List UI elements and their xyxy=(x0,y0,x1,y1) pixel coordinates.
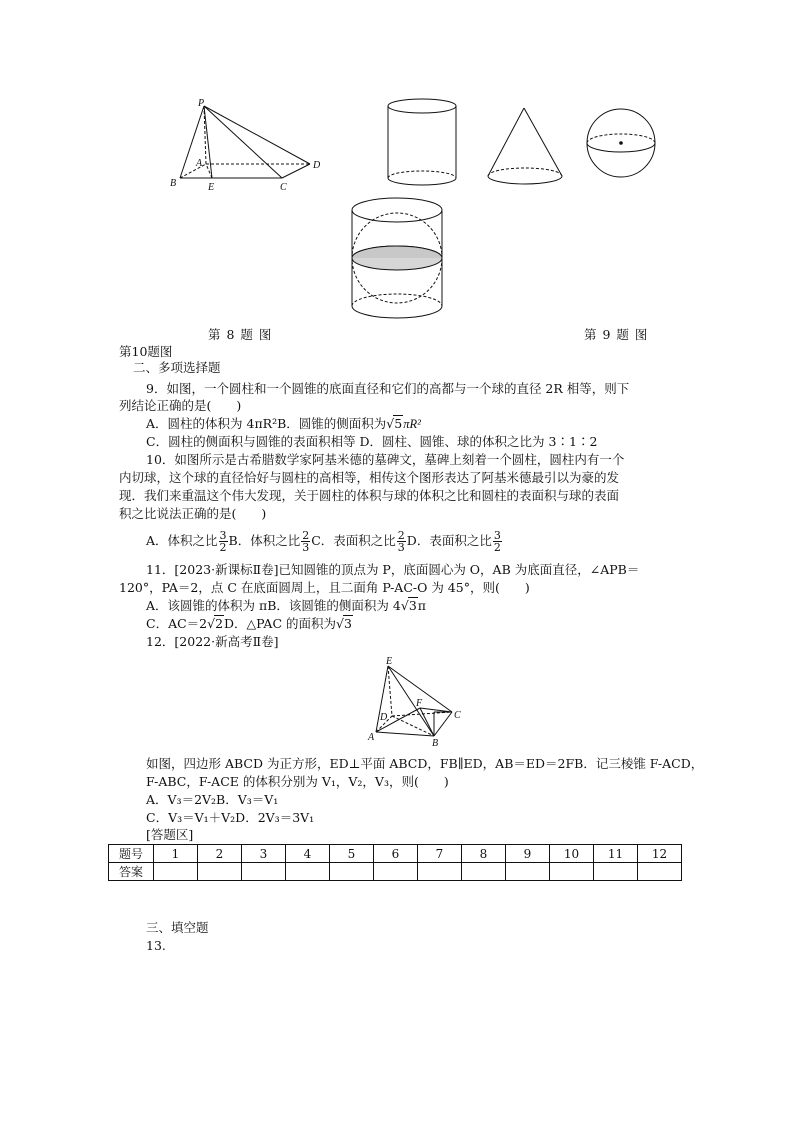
label-c: C xyxy=(280,182,287,193)
label-c-12: C xyxy=(454,710,461,721)
label-d-12: D xyxy=(380,712,388,723)
section-2-title: 二、多项选择题 xyxy=(133,360,221,375)
figure-12-tetrahedron xyxy=(366,654,470,746)
answer-table-number: 7 xyxy=(418,845,462,863)
label-p: P xyxy=(198,98,205,109)
answer-table-number: 6 xyxy=(374,845,418,863)
label-a: A xyxy=(196,158,203,169)
q10-stem-line4: 积之比说法正确的是( ) xyxy=(119,506,267,521)
q12-option-a-b: A．V₃＝2V₂B．V₃＝V₁ xyxy=(146,792,279,807)
answer-cell[interactable] xyxy=(286,863,330,881)
label-b: B xyxy=(170,178,177,189)
q10-stem-line2: 内切球，这个球的直径恰好与圆柱的高相等，相传这个图形表达了阿基米德最引以为豪的发 xyxy=(119,470,620,485)
answer-table-number-row xyxy=(109,845,682,863)
answer-table-number: 2 xyxy=(198,845,242,863)
q12-stem-line2: 如图，四边形 ABCD 为正方形，ED⊥平面 ABCD，FB∥ED，AB＝ED＝2FB．记三棱锥 F-ACD， xyxy=(146,756,704,771)
figure-8-pyramid xyxy=(160,96,340,196)
answer-table-number: 3 xyxy=(242,845,286,863)
q12-stem-line1: 12．[2022·新高考Ⅱ卷] xyxy=(146,634,279,649)
q11-stem-line2: 120°，PA＝2，点 C 在底面圆周上，且二面角 P-AC-O 为 45°，则( ) xyxy=(119,580,530,595)
answer-table-number: 1 xyxy=(154,845,198,863)
label-d: D xyxy=(313,160,321,171)
answer-cell[interactable] xyxy=(374,863,418,881)
q10-frac-d: $\frac{3}{2}$ xyxy=(493,529,501,554)
q13-number: 13. xyxy=(146,938,166,953)
q11-sqrt-d: 3 xyxy=(343,616,352,631)
q9-option-a-text: A．圆柱的体积为 4πR²B．圆锥的侧面积为 xyxy=(146,416,387,431)
answer-cell[interactable] xyxy=(198,863,242,881)
label-a-12: A xyxy=(368,732,375,743)
caption-figure-8: 第 8 题 图 xyxy=(208,327,273,342)
q12-stem-line3: F-ABC，F-ACE 的体积分别为 V₁，V₂，V₃，则( ) xyxy=(146,774,449,789)
label-f-12: F xyxy=(416,698,423,709)
q11-option-c-text: C．AC＝2 xyxy=(146,616,208,631)
answer-cell[interactable] xyxy=(638,863,682,881)
figure-9-cone xyxy=(484,104,568,190)
label-e: E xyxy=(208,182,215,193)
q11-stem-line1: 11．[2023·新课标Ⅱ卷]已知圆锥的顶点为 P，底面圆心为 O，AB 为底面直径，∠APB＝ xyxy=(146,562,640,577)
q11-sqrt-b: 3 xyxy=(408,598,417,613)
q10-frac-c: $\frac{2}{3}$ xyxy=(397,529,405,554)
q12-option-c-d: C．V₃＝V₁＋V₂D．2V₃＝3V₁ xyxy=(146,810,315,825)
q11-option-a-text: A．该圆锥的体积为 πB．该圆锥的侧面积为 4 xyxy=(146,598,401,613)
answer-cell[interactable] xyxy=(462,863,506,881)
q11-option-b-tail: π xyxy=(417,598,426,613)
answer-table-number: 9 xyxy=(506,845,550,863)
q9-option-a-b: A．圆柱的体积为 4πR²B．圆锥的侧面积为√5πR² xyxy=(146,416,421,431)
answer-cell[interactable] xyxy=(154,863,198,881)
answer-table-number: 11 xyxy=(594,845,638,863)
answer-area-title: [答题区] xyxy=(146,827,194,842)
figure-9-cylinder xyxy=(384,96,464,190)
q10-option-c: C．表面积之比 xyxy=(311,533,396,548)
caption-figure-9: 第 9 题 图 xyxy=(584,327,649,342)
q11-option-a-b: A．该圆锥的体积为 πB．该圆锥的侧面积为 4√3π xyxy=(146,598,426,613)
caption-figure-10: 第10题图 xyxy=(119,344,173,359)
answer-table-header-answer: 答案 xyxy=(109,863,154,881)
q10-frac-a: $\frac{3}{2}$ xyxy=(219,529,227,554)
answer-cell[interactable] xyxy=(506,863,550,881)
answer-table-number: 12 xyxy=(638,845,682,863)
answer-table-number: 5 xyxy=(330,845,374,863)
q10-frac-b: $\frac{2}{3}$ xyxy=(302,529,310,554)
label-b-12: B xyxy=(432,738,439,746)
figure-9-sphere xyxy=(584,104,660,184)
q9-option-c-d: C．圆柱的侧面积与圆锥的表面积相等 D．圆柱、圆锥、球的体积之比为 3∶1∶2 xyxy=(146,434,598,449)
q9-sqrt: 5 xyxy=(394,416,403,431)
answer-cell[interactable] xyxy=(550,863,594,881)
q9-stem-line1: 9．如图，一个圆柱和一个圆锥的底面直径和它们的高都与一个球的直径 2R 相等，则下 xyxy=(146,381,630,396)
q10-option-d: D．表面积之比 xyxy=(406,533,492,548)
answer-cell[interactable] xyxy=(418,863,462,881)
q10-options xyxy=(146,528,503,554)
q11-option-c-d: C．AC＝2√2D．△PAC 的面积为√3 xyxy=(146,616,352,631)
answer-table xyxy=(108,844,682,881)
answer-table-header-number: 题号 xyxy=(109,845,154,863)
answer-table-number: 4 xyxy=(286,845,330,863)
answer-table-number: 10 xyxy=(550,845,594,863)
q9-stem-line2: 列结论正确的是( ) xyxy=(119,398,242,413)
section-3-title: 三、填空题 xyxy=(146,920,209,935)
answer-table-answer-row xyxy=(109,863,682,881)
q10-option-b: B．体积之比 xyxy=(228,533,301,548)
answer-cell[interactable] xyxy=(594,863,638,881)
q10-stem-line3: 现．我们来重温这个伟大发现，关于圆柱的体积与球的体积之比和圆柱的表面积与球的表面 xyxy=(119,488,620,503)
label-e-12: E xyxy=(386,656,393,667)
answer-cell[interactable] xyxy=(242,863,286,881)
q10-option-a: A．体积之比 xyxy=(146,533,218,548)
figure-10-cylinder-sphere xyxy=(348,194,448,326)
answer-table-number: 8 xyxy=(462,845,506,863)
q11-option-d-text: D．△PAC 的面积为 xyxy=(224,616,336,631)
q10-stem-line1: 10．如图所示是古希腊数学家阿基米德的墓碑文，墓碑上刻着一个圆柱，圆柱内有一个 xyxy=(146,452,625,467)
q11-sqrt-c: 2 xyxy=(215,616,224,631)
q9-option-b-tail: πR² xyxy=(403,417,421,431)
answer-cell[interactable] xyxy=(330,863,374,881)
